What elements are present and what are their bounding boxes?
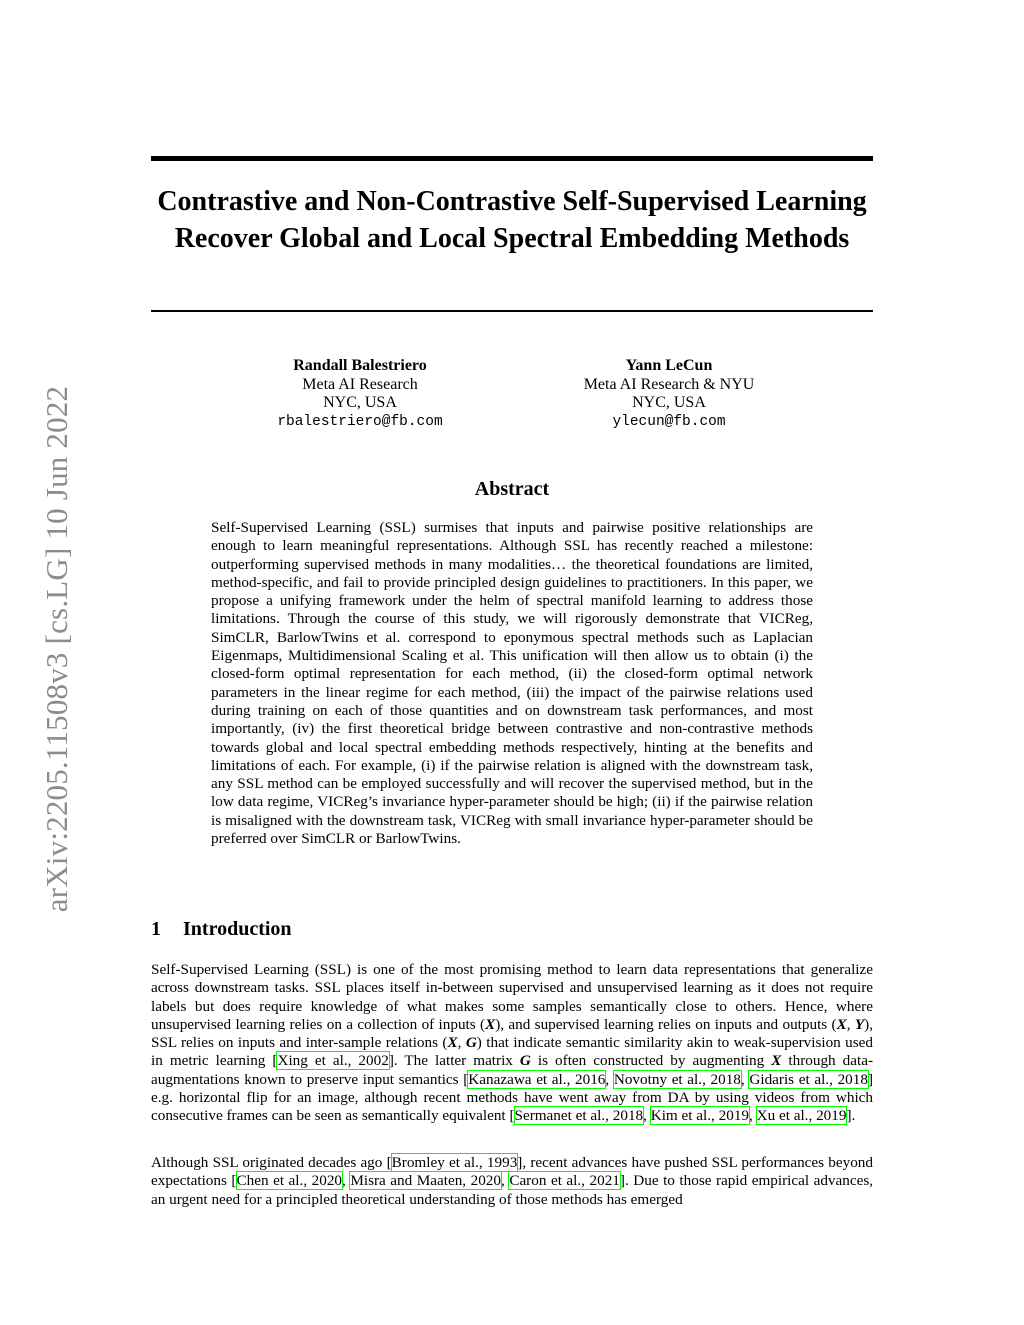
text-run: , (749, 1107, 757, 1125)
text-run: , (740, 1070, 750, 1088)
text-run: Self-Supervised Learning (SSL) is one of the most promising method to learn data representations that generalize across downstream tasks. SSL places itself in-between supervised and unsupervised learning as it does not require labels but does require knowledge of what makes some samples semantically close to others. Hence, where unsupervised learning relies on a collection of inputs ( (151, 961, 873, 1033)
title-rule-top (151, 156, 873, 161)
math-symbol: G (519, 1052, 531, 1070)
section-title: Introduction (183, 918, 292, 940)
author-block-1 (230, 357, 490, 431)
author-name: Yann LeCun (625, 357, 713, 374)
citation-link[interactable]: Gidaris et al., 2018 (749, 1070, 868, 1088)
citation-link[interactable]: Kanazawa et al., 2016 (468, 1070, 606, 1088)
section-number: 1 (151, 918, 161, 940)
text-run: ]. (846, 1107, 856, 1125)
text-run: ], recent advances have pushed SSL performances beyond expectations [ (151, 1154, 873, 1190)
text-run: ]. Due to those rapid empirical advances, an urgent need for a principled theoretical understanding of those methods has emerged (151, 1172, 874, 1208)
section-heading (151, 916, 292, 942)
text-run: , (342, 1172, 351, 1190)
text-run: ] e.g. horizontal flip for an image, although recent methods have went away from DA by using videos from which consecutive frames can be seen as semantically equivalent [ (151, 1070, 874, 1125)
text-run: ]. The latter matrix (388, 1052, 520, 1070)
author-email[interactable]: ylecun@fb.com (612, 413, 726, 430)
text-run: is often constructed by augmenting (530, 1052, 772, 1070)
arxiv-identifier: arXiv:2205.11508v3 [cs.LG] 10 Jun 2022 (39, 385, 74, 913)
text-run: ) that indicate semantic similarity akin to weak-supervision used in metric learning [ (151, 1034, 873, 1070)
math-symbol: Y (854, 1015, 865, 1033)
citation-link[interactable]: Novotny et al., 2018 (613, 1070, 741, 1088)
author-location: NYC, USA (632, 394, 706, 411)
author-affiliation: Meta AI Research (302, 375, 418, 393)
citation-link[interactable]: Sermanet et al., 2018 (514, 1107, 644, 1125)
math-symbol: X (485, 1015, 496, 1033)
author-email[interactable]: rbalestriero@fb.com (277, 413, 443, 430)
text-run: , (846, 1015, 851, 1033)
math-symbol: X (447, 1034, 458, 1052)
text-run: , (500, 1172, 510, 1190)
paper-title: Contrastive and Non-Contrastive Self-Supervised Learning Recover Global and Local Spectral Embedding Methods (157, 186, 867, 254)
math-symbol: X (771, 1052, 782, 1070)
author-affiliation: Meta AI Research & NYU (583, 375, 755, 393)
author-location: NYC, USA (323, 394, 397, 411)
author-block-2 (539, 357, 799, 431)
intro-paragraph-2 (151, 1154, 873, 1209)
citation-link[interactable]: Kim et al., 2019 (650, 1107, 750, 1125)
intro-paragraph-1 (151, 961, 873, 1126)
citation-link[interactable]: Chen et al., 2020 (236, 1172, 343, 1190)
text-run: through data-augmentations known to preserve input semantics [ (151, 1052, 874, 1088)
abstract-heading: Abstract (474, 478, 550, 500)
text-run: , (457, 1034, 462, 1052)
author-name: Randall Balestriero (293, 357, 427, 374)
text-run: Although SSL originated decades ago [ (151, 1154, 392, 1171)
citation-link[interactable]: Xing et al., 2002 (277, 1052, 389, 1070)
abstract-text: Self-Supervised Learning (SSL) surmises that inputs and pairwise positive relationships are enough to learn meaningful representations. Although SSL has recently reached a milestone: outperforming supervised methods in many modalities… the theoretical foundations are limited, method-specific, and fail to provide principled design guidelines to practitioners. In this paper, we propose a unifying framework under the helm of spectral manifold learning to address those limitations. Through the course of this study, we will rigorously demonstrate that VICReg, SimCLR, BarlowTwins et al. correspond to eponymous spectral methods such as Laplacian Eigenmaps, Multidimensional Scaling et al. This unification will then allow us to obtain (i) the closed-form optimal representation for each method, (ii) the closed-form optimal network parameters in the linear regime for each method, (iii) the impact of the pairwise relations used during training on each of those quantities and on downstream task performances, and most importantly, (iv) the first theoretical bridge between contrastive and non-contrastive methods towards global and local spectral embedding methods respectively, hinting at the benefits and limitations of each. For example, (i) if the pairwise relation is aligned with the downstream task, any SSL method can be employed successfully and will recover the supervised method, but in the low data regime, VICReg’s invariance hyper-parameter should be high; (ii) if the pairwise relation is misaligned with the downstream task, VICReg with small invariance hyper-parameter should be preferred over SimCLR or BarlowTwins. (211, 519, 813, 848)
math-symbol: G (465, 1034, 477, 1052)
math-symbol: X (836, 1015, 847, 1033)
text-run: ), SSL relies on inputs and inter-sample relations ( (151, 1015, 873, 1052)
text-run: ), and supervised learning relies on inputs and outputs ( (495, 1015, 837, 1033)
citation-link[interactable]: Caron et al., 2021 (509, 1172, 620, 1190)
title-rule-bottom (151, 310, 873, 312)
citation-link[interactable]: Misra and Maaten, 2020 (350, 1172, 501, 1190)
text-run: , (605, 1070, 614, 1088)
citation-link[interactable]: Bromley et al., 1993 (391, 1154, 518, 1171)
citation-link[interactable]: Xu et al., 2019 (756, 1107, 847, 1125)
text-run: , (643, 1107, 651, 1125)
